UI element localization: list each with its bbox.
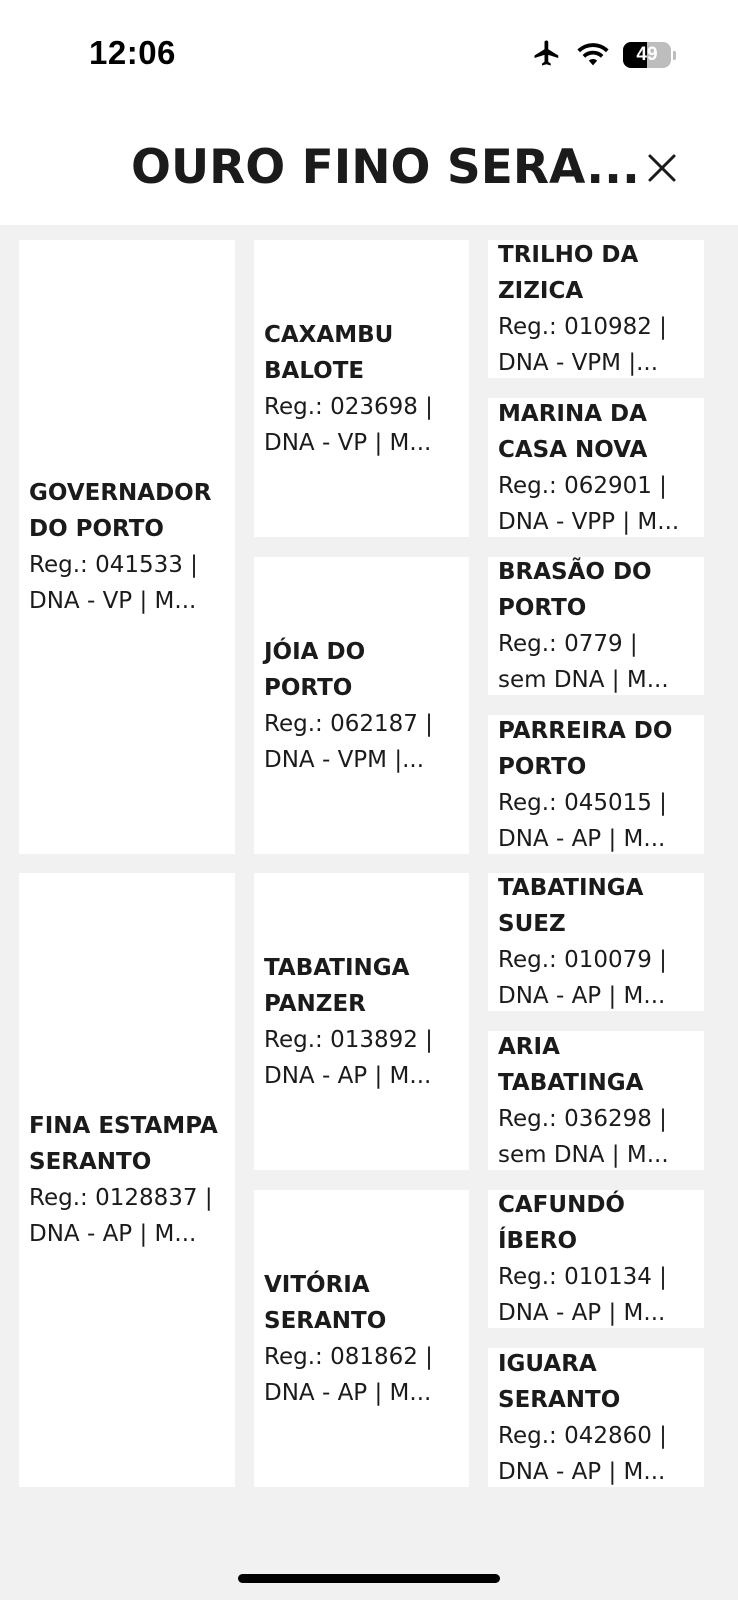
- pedigree-card-great-grandparent[interactable]: [488, 1031, 704, 1170]
- horse-registration: Reg.: 045015 | DNA - AP | M...: [498, 789, 667, 852]
- battery-icon: [623, 42, 671, 68]
- horse-name: VITÓRIA SERANTO: [264, 1271, 387, 1334]
- pedigree-card-parent[interactable]: [19, 873, 235, 1487]
- horse-name: ARIA TABATINGA: [498, 1033, 644, 1096]
- horse-name: CAFUNDÓ ÍBERO: [498, 1192, 625, 1254]
- horse-registration: Reg.: 0128837 | DNA - AP | M...: [29, 1185, 213, 1247]
- pedigree-card-great-grandparent[interactable]: [488, 1190, 704, 1328]
- horse-registration: Reg.: 041533 | DNA - VP | M...: [29, 552, 198, 614]
- horse-registration: Reg.: 036298 | sem DNA | M...: [498, 1105, 669, 1168]
- pedigree-card-grandparent[interactable]: [254, 240, 469, 537]
- horse-name: PARREIRA DO PORTO: [498, 717, 673, 780]
- pedigree-card-parent[interactable]: [19, 240, 235, 854]
- pedigree-card-grandparent[interactable]: [254, 1190, 469, 1487]
- horse-registration: Reg.: 042860 | DNA - AP | M...: [498, 1422, 667, 1485]
- horse-name: TABATINGA PANZER: [264, 954, 410, 1017]
- horse-name: JÓIA DO PORTO: [264, 638, 366, 701]
- home-indicator[interactable]: [238, 1574, 500, 1583]
- horse-registration: Reg.: 010982 | DNA - VPM |...: [498, 314, 667, 376]
- close-button[interactable]: [642, 148, 682, 188]
- close-icon: [647, 153, 677, 183]
- pedigree-card-great-grandparent[interactable]: [488, 1348, 704, 1487]
- horse-registration: Reg.: 010134 | DNA - AP | M...: [498, 1264, 667, 1326]
- pedigree-card-great-grandparent[interactable]: [488, 240, 704, 378]
- status-time: 12:06: [89, 34, 176, 71]
- battery-level: 49: [636, 44, 658, 65]
- pedigree-card-great-grandparent[interactable]: [488, 557, 704, 695]
- pedigree-card-grandparent[interactable]: [254, 557, 469, 854]
- battery-tip: [673, 51, 676, 60]
- horse-registration: Reg.: 081862 | DNA - AP | M...: [264, 1343, 433, 1406]
- horse-name: GOVERNADOR DO PORTO: [29, 480, 212, 542]
- horse-name: MARINA DA CASA NOVA: [498, 400, 648, 463]
- status-icons: [531, 38, 676, 72]
- horse-registration: Reg.: 062901 | DNA - VPP | M...: [498, 472, 680, 535]
- pedigree-card-great-grandparent[interactable]: [488, 873, 704, 1011]
- page-title: OURO FINO SERA...: [131, 140, 640, 195]
- horse-name: FINA ESTAMPA SERANTO: [29, 1113, 218, 1175]
- horse-name: BRASÃO DO PORTO: [498, 559, 652, 621]
- horse-name: TRILHO DA ZIZICA: [498, 242, 639, 304]
- horse-registration: Reg.: 013892 | DNA - AP | M...: [264, 1026, 433, 1089]
- horse-registration: Reg.: 023698 | DNA - VP | M...: [264, 393, 433, 456]
- airplane-mode-icon: [531, 38, 563, 72]
- horse-name: CAXAMBU BALOTE: [264, 321, 394, 384]
- horse-registration: Reg.: 062187 | DNA - VPM |...: [264, 710, 433, 773]
- pedigree-card-grandparent[interactable]: [254, 873, 469, 1170]
- wifi-icon: [577, 40, 609, 70]
- top-bar: [0, 0, 738, 225]
- horse-registration: Reg.: 0779 | sem DNA | M...: [498, 631, 669, 693]
- pedigree-card-great-grandparent[interactable]: [488, 715, 704, 854]
- horse-name: TABATINGA SUEZ: [498, 875, 644, 937]
- horse-name: IGUARA SERANTO: [498, 1350, 621, 1413]
- horse-registration: Reg.: 010079 | DNA - AP | M...: [498, 947, 667, 1009]
- pedigree-card-great-grandparent[interactable]: [488, 398, 704, 537]
